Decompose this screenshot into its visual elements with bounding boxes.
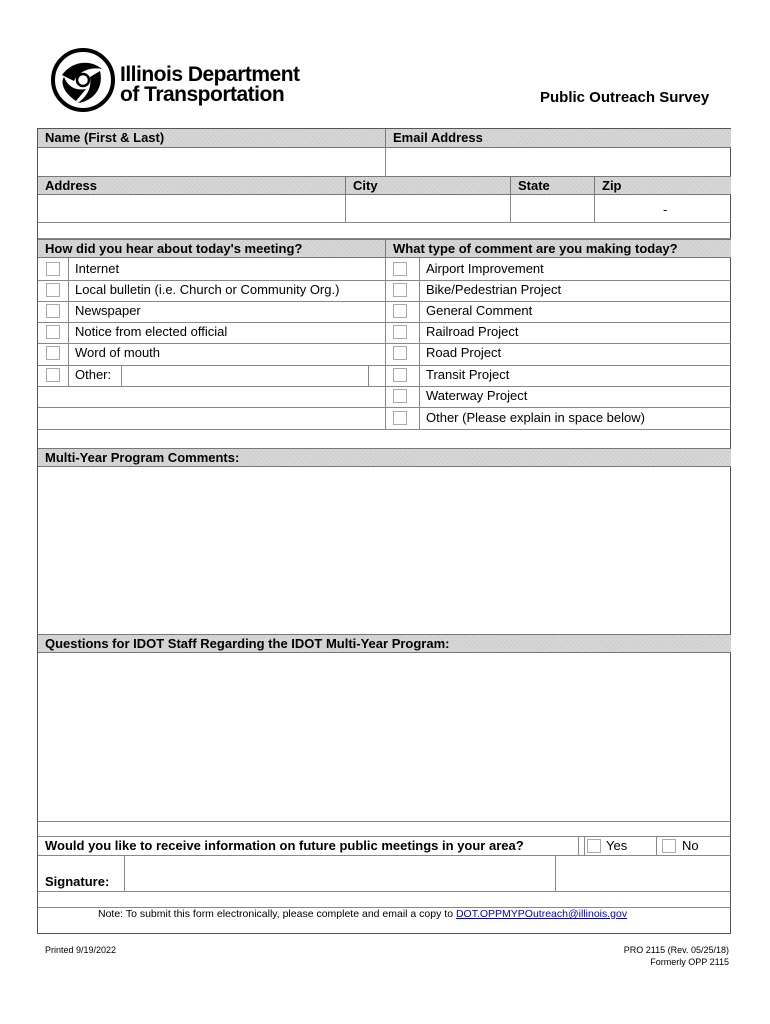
hear-question-header: [38, 239, 385, 258]
email-label: Email Address: [393, 130, 483, 145]
checkbox-road[interactable]: [393, 346, 407, 360]
hear-option-internet: Internet: [75, 261, 120, 276]
comment-option-transit: Transit Project: [426, 367, 510, 382]
checkbox-general-comment[interactable]: [393, 304, 407, 318]
future-meetings-question: Would you like to receive information on future public meetings in your area?: [45, 838, 524, 853]
address-label: Address: [45, 178, 98, 193]
hear-question: How did you hear about today's meeting?: [45, 241, 303, 256]
city-header: [345, 176, 510, 195]
idot-emblem-icon: [50, 47, 116, 113]
comment-option-airport: Airport Improvement: [426, 261, 544, 276]
checkbox-word-of-mouth[interactable]: [46, 346, 60, 360]
comment-option-road: Road Project: [426, 345, 502, 360]
checkbox-airport[interactable]: [393, 262, 407, 276]
comments-label: Multi-Year Program Comments:: [45, 450, 240, 465]
name-header: [38, 129, 385, 148]
form-title: Public Outreach Survey: [540, 89, 710, 106]
email-field[interactable]: [386, 148, 731, 176]
checkbox-transit[interactable]: [393, 368, 407, 382]
form-id: PRO 2115 (Rev. 05/25/18): [623, 945, 729, 955]
checkbox-railroad[interactable]: [393, 325, 407, 339]
hear-option-word-of-mouth: Word of mouth: [75, 345, 161, 360]
zip-header: [594, 176, 731, 195]
state-label: State: [518, 178, 550, 193]
zip-dash: -: [663, 202, 668, 217]
idot-logo: [50, 44, 300, 116]
comments-textarea[interactable]: [38, 467, 731, 634]
checkbox-other-source[interactable]: [46, 368, 60, 382]
checkbox-waterway[interactable]: [393, 389, 407, 403]
questions-label: Questions for IDOT Staff Regarding the IDOT Multi-Year Program:: [45, 636, 450, 651]
zip-label: Zip: [602, 178, 622, 193]
formerly-id: Formerly OPP 2115: [650, 957, 729, 967]
state-field[interactable]: [511, 195, 594, 222]
checkbox-local-bulletin[interactable]: [46, 283, 60, 297]
no-label: No: [682, 838, 699, 853]
date-field[interactable]: [556, 856, 731, 891]
checkbox-bike-pedestrian[interactable]: [393, 283, 407, 297]
checkbox-newspaper[interactable]: [46, 304, 60, 318]
printed-date: Printed 9/19/2022: [45, 945, 117, 955]
agency-name-line1: Illinois Department: [120, 63, 300, 86]
note-text: Note: To submit this form electronically, please complete and email a copy to: [98, 908, 456, 920]
name-label: Name (First & Last): [45, 130, 165, 145]
hear-option-newspaper: Newspaper: [75, 303, 141, 318]
questions-textarea[interactable]: [38, 653, 731, 821]
yes-label: Yes: [606, 838, 628, 853]
signature-label: Signature:: [45, 874, 110, 889]
checkbox-other-comment[interactable]: [393, 411, 407, 425]
hear-option-other: Other:: [75, 367, 112, 382]
name-field[interactable]: [38, 148, 385, 176]
checkbox-elected-official[interactable]: [46, 325, 60, 339]
comments-header: [38, 448, 731, 467]
checkbox-yes[interactable]: [587, 839, 601, 853]
outreach-email-link[interactable]: DOT.OPPMYPOutreach@illinois.gov: [455, 908, 628, 920]
checkbox-no[interactable]: [662, 839, 676, 853]
signature-field[interactable]: [125, 856, 555, 891]
state-header: [510, 176, 594, 195]
questions-header: [38, 634, 731, 653]
hear-option-elected-official: Notice from elected official: [75, 324, 228, 339]
email-header: [385, 129, 731, 148]
comment-type-header: [385, 239, 731, 258]
comment-option-other: Other (Please explain in space below): [426, 410, 645, 425]
city-field[interactable]: [346, 195, 510, 222]
comment-option-railroad: Railroad Project: [426, 324, 519, 339]
submission-note: [98, 908, 627, 920]
hear-option-local-bulletin: Local bulletin (i.e. Church or Community Org.): [75, 282, 340, 297]
comment-option-bike-pedestrian: Bike/Pedestrian Project: [426, 282, 562, 297]
comment-type-question: What type of comment are you making today?: [393, 241, 678, 256]
address-header: [38, 176, 345, 195]
address-field[interactable]: [38, 195, 345, 222]
comment-option-general: General Comment: [426, 303, 533, 318]
checkbox-internet[interactable]: [46, 262, 60, 276]
city-label: City: [353, 178, 378, 193]
other-source-input[interactable]: [122, 366, 368, 386]
survey-form: [37, 128, 731, 934]
comment-option-waterway: Waterway Project: [426, 388, 528, 403]
agency-name-line2: of Transportation: [120, 83, 285, 106]
